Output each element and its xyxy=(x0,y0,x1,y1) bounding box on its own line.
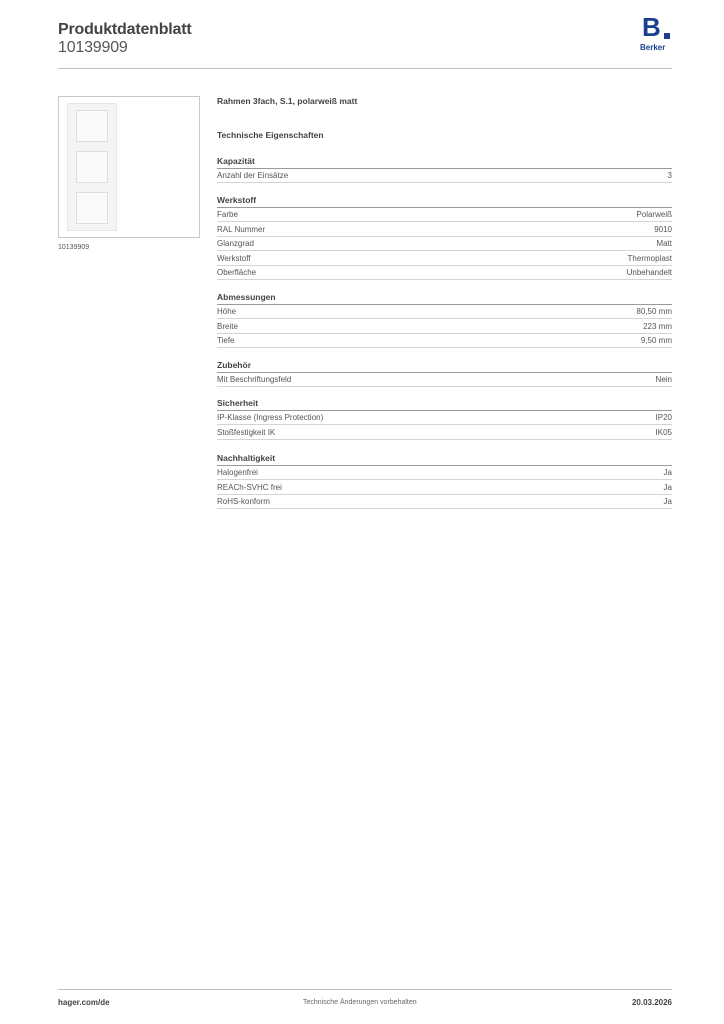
spec-label: Glanzgrad xyxy=(217,239,254,249)
spec-row xyxy=(217,169,672,183)
spec-value: 9,50 mm xyxy=(640,336,672,346)
section-title: Abmessungen xyxy=(217,292,276,302)
section-title: Werkstoff xyxy=(217,195,257,205)
frame-illustration xyxy=(67,103,117,231)
image-caption: 10139909 xyxy=(58,244,90,251)
spec-row xyxy=(217,411,672,425)
spec-value: 9010 xyxy=(654,224,672,234)
spec-label: RoHS-konform xyxy=(217,497,270,507)
technical-properties-heading: Technische Eigenschaften xyxy=(217,130,324,140)
section-title: Kapazität xyxy=(217,156,255,166)
header-divider xyxy=(58,68,672,69)
spec-value: Ja xyxy=(663,468,672,477)
logo-letter: B xyxy=(642,12,661,42)
spec-label: Oberfläche xyxy=(217,268,257,278)
spec-row xyxy=(217,237,672,251)
logo-wordmark: Berker xyxy=(640,43,666,52)
spec-label: Tiefe xyxy=(217,336,235,346)
spec-value: Unbehandelt xyxy=(626,268,672,278)
spec-row xyxy=(217,252,672,266)
spec-label: Breite xyxy=(217,321,238,331)
spec-label: Mit Beschriftungsfeld xyxy=(217,375,292,384)
spec-value: Nein xyxy=(655,375,672,384)
spec-label: Werkstoff xyxy=(217,253,251,263)
spec-row xyxy=(217,266,672,280)
spec-value: Ja xyxy=(663,497,672,507)
frame-opening-2 xyxy=(76,151,108,183)
spec-value: IP20 xyxy=(655,413,672,422)
spec-row xyxy=(217,426,672,440)
spec-row xyxy=(217,466,672,480)
section-title: Nachhaltigkeit xyxy=(217,453,276,463)
spec-row xyxy=(217,208,672,222)
berker-logo xyxy=(638,12,674,55)
logo-dot xyxy=(664,33,670,39)
spec-value: Ja xyxy=(663,482,672,492)
spec-row xyxy=(217,495,672,509)
footer-note: Technische Änderungen vorbehalten xyxy=(303,999,417,1006)
spec-value: IK05 xyxy=(655,427,672,437)
spec-label: Höhe xyxy=(217,307,237,316)
spec-label: IP-Klasse (Ingress Protection) xyxy=(217,413,324,422)
section-title: Sicherheit xyxy=(217,398,259,408)
spec-label: Farbe xyxy=(217,210,238,219)
footer-divider xyxy=(58,989,672,990)
spec-label: REACh-SVHC frei xyxy=(217,482,282,492)
spec-label: Anzahl der Einsätze xyxy=(217,171,289,180)
spec-value: Thermoplast xyxy=(627,253,672,263)
product-number: 10139909 xyxy=(58,39,128,56)
frame-opening-1 xyxy=(76,110,108,142)
spec-row xyxy=(217,320,672,334)
spec-row xyxy=(217,223,672,237)
spec-row xyxy=(217,373,672,387)
spec-label: Stoßfestigkeit IK xyxy=(217,427,276,437)
footer-date: 20.03.2026 xyxy=(631,998,672,1007)
spec-row xyxy=(217,334,672,348)
spec-value: 3 xyxy=(667,171,672,180)
spec-row xyxy=(217,481,672,495)
spec-value: 223 mm xyxy=(643,321,672,331)
spec-label: Halogenfrei xyxy=(217,468,258,477)
page-title: Produktdatenblatt xyxy=(58,21,192,38)
product-name: Rahmen 3fach, S.1, polarweiß matt xyxy=(217,96,358,106)
spec-value: Matt xyxy=(656,239,672,249)
spec-value: Polarweiß xyxy=(636,210,672,219)
spec-row xyxy=(217,305,672,319)
footer-website: hager.com/de xyxy=(58,998,110,1007)
frame-opening-3 xyxy=(76,192,108,224)
spec-label: RAL Nummer xyxy=(217,224,266,234)
product-image xyxy=(58,96,200,238)
section-title: Zubehör xyxy=(217,360,251,370)
spec-value: 80,50 mm xyxy=(636,307,672,316)
